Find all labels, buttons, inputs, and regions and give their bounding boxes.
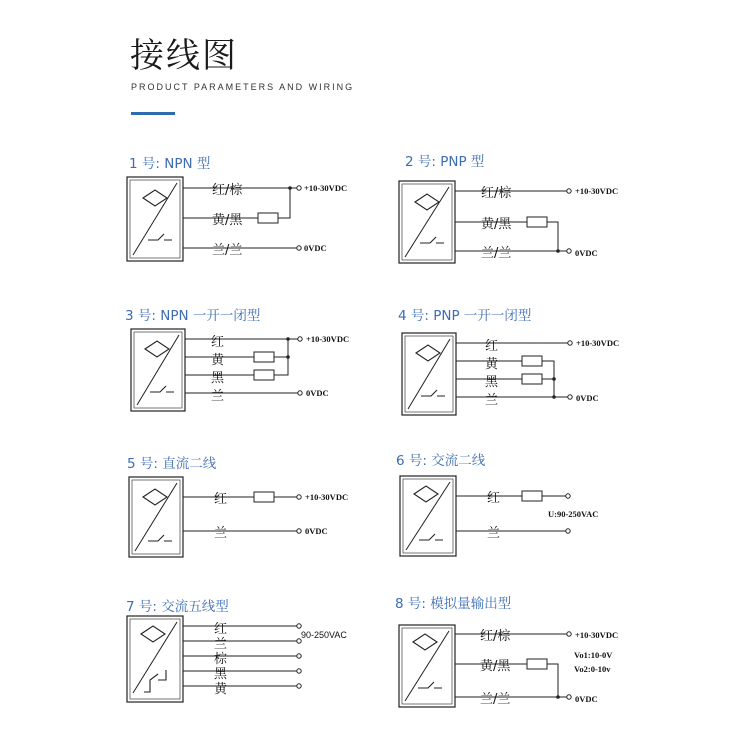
wire-label-4: 兰 [211,389,225,404]
terminal-label-positive: +10-30VDC [304,183,348,193]
terminal-label-vo1: Vo1:10-0V [574,650,613,660]
wire-label-2: 黄 [211,353,225,368]
wire-label-2: 兰 [214,637,228,652]
wire-label-1: 红/棕 [481,186,512,201]
wire-label-1: 红 [487,491,501,506]
page-title: 接线图 [130,36,238,76]
terminal-label-supply: U:90-250VAC [548,509,599,519]
wire-label-3: 黑 [211,371,225,386]
wire-label-2: 兰 [487,526,501,541]
wire-label-3: 兰/兰 [481,246,512,261]
diagram-heading: 4 号: PNP 一开一闭型 [398,308,532,324]
wire-label-2: 兰 [214,526,228,541]
diagram-heading: 5 号: 直流二线 [127,456,217,472]
diagram-heading: 7 号: 交流五线型 [126,599,229,615]
terminal-label-positive: +10-30VDC [306,334,350,344]
wire-label-3: 黑 [485,375,499,390]
terminal-label-ground: 0VDC [306,388,329,398]
terminal-label-ground: 0VDC [305,526,328,536]
wire-label-1: 红 [485,339,499,354]
page-subtitle: PRODUCT PARAMETERS AND WIRING [131,82,355,92]
diagram-heading: 2 号: PNP 型 [405,154,485,170]
wire-label-4: 黑 [214,667,228,682]
terminal-label-supply: 90-250VAC [301,630,347,640]
diagram-heading: 6 号: 交流二线 [396,453,486,469]
wire-label-2: 黄 [485,357,499,372]
wire-label-1: 红 [211,335,225,350]
wire-label-1: 红/棕 [480,629,511,644]
terminal-label-positive: +10-30VDC [575,630,619,640]
terminal-label-vo2: Vo2:0-10v [574,664,611,674]
diagram-heading: 8 号: 模拟量输出型 [395,596,512,612]
terminal-label-ground: 0VDC [576,393,599,403]
terminal-label-ground: 0VDC [304,243,327,253]
wire-label-1: 红 [214,492,228,507]
diagram-heading: 1 号: NPN 型 [129,156,211,172]
wire-label-3: 棕 [214,652,228,667]
load-resistor [527,659,547,669]
terminal-label-ground: 0VDC [575,248,598,258]
wire-label-1: 红 [214,622,228,637]
diagram-heading: 3 号: NPN 一开一闭型 [125,308,261,324]
terminal-label-positive: +10-30VDC [576,338,620,348]
wire-label-2: 黄/黑 [481,217,512,232]
wire-label-4: 兰 [485,393,499,408]
terminal-label-ground: 0VDC [575,694,598,704]
wire-label-1: 红/棕 [212,183,243,198]
wire-label-2: 黄/黑 [480,659,511,674]
wire-label-3: 兰/兰 [212,243,243,258]
terminal-label-positive: +10-30VDC [575,186,619,196]
wire-label-5: 黄 [214,682,228,697]
wire-label-3: 兰/兰 [480,692,511,707]
terminal-label-positive: +10-30VDC [305,492,349,502]
wire-label-2: 黄/黑 [212,213,243,228]
